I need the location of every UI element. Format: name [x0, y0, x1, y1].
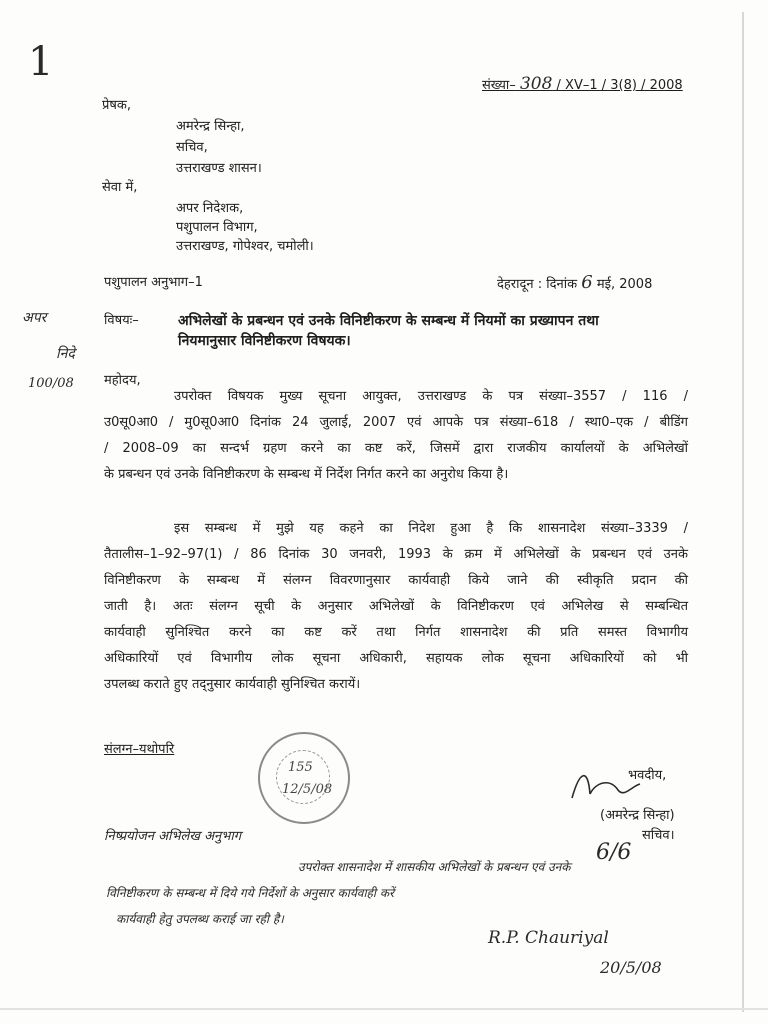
reference-rest: / XV–1 / 3(8) / 2008: [556, 78, 683, 93]
handwritten-note-line-4: कार्यवाही हेतु उपलब्ध कराई जा रही है।: [116, 912, 284, 926]
subject-line-2: नियमानुसार विनिष्टीकरण विषयक।: [178, 333, 351, 349]
stamp-date: 12/5/08: [282, 782, 333, 797]
date-month-year: मई, 2008: [596, 277, 653, 292]
recipient-designation: अपर निदेशक,: [176, 201, 244, 216]
subject-label: विषयः–: [104, 313, 139, 328]
recipient-address: उत्तराखण्ड, गोपेश्वर, चमोली।: [176, 239, 314, 254]
enclosure-note: संलग्न–यथोपरि: [104, 742, 175, 757]
date-day-handwritten: 6: [581, 272, 593, 293]
page-edge-bottom: [0, 1008, 768, 1010]
handwritten-note-line-1: निष्प्रयोजन अभिलेख अनुभाग: [104, 829, 242, 844]
handwritten-note-line-3: विनिष्टीकरण के सम्बन्ध में दिये गये निर्देशों के अनुसार कार्यवाही करें: [106, 886, 394, 900]
stamp-number: 155: [288, 760, 313, 775]
paragraph-2-line: जाती है। अतः संलग्न सूची के अनुसार अभिलेखों के विनिष्टीकरण एवं अभिलेख से सम्बन्धित: [104, 599, 688, 614]
sender-office: उत्तराखण्ड शासन।: [176, 161, 262, 176]
sender-name: अमरेन्द्र सिन्हा,: [176, 119, 245, 134]
paragraph-1-line: के प्रबन्धन एवं उनके विनिष्टीकरण के सम्बन्ध में निर्देश निर्गत करने का अनुरोध किया है।: [104, 467, 509, 482]
letter-date: [497, 272, 653, 293]
margin-note-3: 100/08: [28, 376, 74, 391]
paragraph-2-line: तैतालीस–1–92–97(1) / 86 दिनांक 30 जनवरी, 1993 के क्रम में अभिलेखों के प्रबन्धन एवं उनके: [104, 547, 688, 562]
salutation: महोदय,: [104, 373, 141, 388]
margin-note-2: निदे: [56, 346, 75, 362]
paragraph-2-line: विनिष्टीकरण के सम्बन्ध में संलग्न विवरणानुसार कार्यवाही किये जाने की स्वीकृति प्रदान की: [104, 573, 688, 588]
page-edge: [742, 12, 744, 1012]
sender-label: प्रेषक,: [102, 98, 132, 113]
paragraph-2: [104, 516, 688, 698]
margin-mark: 1: [28, 39, 54, 85]
handwritten-signature-date: 20/5/08: [600, 958, 662, 977]
paragraph-1: [104, 384, 688, 488]
signatory-name: (अमरेन्द्र सिन्हा): [600, 808, 675, 823]
closing-word: भवदीय,: [628, 768, 667, 783]
paragraph-2-line: अधिकारियों एवं विभागीय लोक सूचना अधिकारी, सहायक लोक सूचना अधिकारियों को भी: [104, 651, 688, 666]
paragraph-1-line: / 2008–09 का सन्दर्भ ग्रहण करने का कष्ट करें, जिसमें द्वारा राजकीय कार्यालयों के अभिलेखों: [104, 441, 688, 456]
officer-signature: [566, 764, 646, 808]
reference-number: [482, 76, 683, 94]
receipt-stamp: [258, 732, 350, 824]
paragraph-2-line: कार्यवाही सुनिश्चित करने का कष्ट करें तथा निर्गत शासनादेश की प्रति समस्त विभागीय: [104, 625, 688, 640]
handwritten-note-line-2: उपरोक्त शासनादेश में शासकीय अभिलेखों के प्रबन्धन एवं उनके: [298, 860, 571, 874]
reference-label: संख्या–: [482, 78, 516, 93]
sender-designation: सचिव,: [176, 140, 208, 155]
paragraph-2-line: इस सम्बन्ध में मुझे यह कहने का निदेश हुआ है कि शासनादेश संख्या–3339 /: [174, 521, 688, 536]
reference-handwritten-number: 308: [519, 74, 553, 94]
paragraph-1-line: उपरोक्त विषयक मुख्य सूचना आयुक्त, उत्तराखण्ड के पत्र संख्या–3557 / 116 /: [174, 389, 688, 404]
recipient-department: पशुपालन विभाग,: [176, 220, 258, 235]
handwritten-signature-name: R.P. Chauriyal: [488, 928, 609, 948]
subject-line-1: अभिलेखों के प्रबन्धन एवं उनके विनिष्टीकरण के सम्बन्ध में नियमों का प्रख्यापन तथा: [178, 313, 599, 329]
date-prefix: देहरादून : दिनांक: [497, 277, 578, 292]
initials-handwritten: 6/6: [596, 840, 632, 865]
paragraph-2-line: उपलब्ध कराते हुए तद्नुसार कार्यवाही सुनिश्चित करायें।: [104, 677, 361, 692]
signatory-designation: सचिव।: [642, 828, 675, 843]
recipient-label: सेवा में,: [102, 180, 138, 195]
margin-note-1: अपर: [22, 310, 47, 326]
paragraph-1-line: उ0सू0आ0 / मु0सू0आ0 दिनांक 24 जुलाई, 2007 एवं आपके पत्र संख्या–618 / स्था0–एक / बीडिंग: [104, 415, 688, 430]
section-name: पशुपालन अनुभाग–1: [104, 275, 203, 290]
